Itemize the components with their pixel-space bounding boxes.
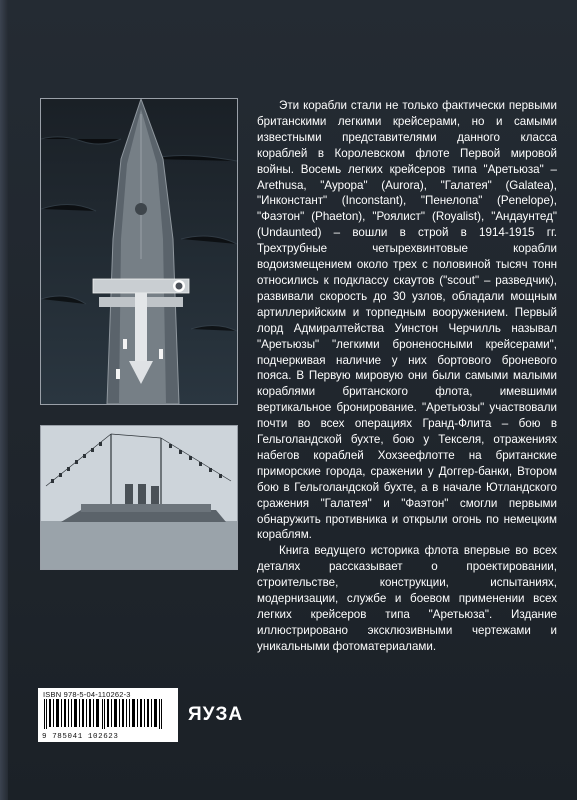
cruiser-illustration [41, 426, 237, 569]
isbn-label: ISBN 978-5-04-110262-3 [43, 690, 131, 699]
cruiser-flags-photo [40, 425, 238, 570]
aerial-ship-illustration [41, 99, 237, 404]
barcode-number: 9 785041 102623 [42, 733, 119, 741]
publisher-logo: ЯУЗА [188, 704, 244, 725]
description-paragraph-2: Книга ведущего историка флота впервые во всех деталях рассказывает о проектировании, строительстве, конструкции, испытаниях, модернизации, службе и боевом применении всех легких крейсеров типа "Аретьюза". Издание иллюстрировано эксклюзивными чертежами и уникальными фотоматериалами. [257, 544, 557, 653]
barcode-icon [42, 699, 174, 729]
book-description [257, 98, 557, 655]
isbn-barcode [38, 688, 178, 742]
description-paragraph-1: Эти корабли стали не только фактически первыми британскими легкими крейсерами, но и самыми известными представителями данного класса кораблей в Королевском флоте Первой мировой войны. Восемь легких крейсеров типа "Аретьюза" – Arethusa, "Аурора" (Aurora), "Галатея" (Galatea), "Инконстант" (Inconstant), "Пенелопа" (Penelope), "Фаэтон" (Phaeton), "Роялист" (Royalist), "Андаунтед" (Undaunted) – вошли в строй в 1914-1915 гг. Трехтрубные четырехвинтовые корабли водоизмещением около трех с половиной тысяч тонн относились к подклассу скаутов ("scout" – разведчик), развивали скорость до 30 узлов, обладали мощным артиллерийским и торпедным вооружением. Первый лорд Адмиралтейства Уинстон Черчилль называл "Аретьюзы" "легкими броненосными крейсерами", подчеркивая наличие у них бортового броневого пояса. В Первую мировую они были самыми малыми кораблями британского флота, имевшими вертикальное бронирование. "Аретьюзы" участвовали почти во всех операциях Гранд-Флита – бою в Гельголандской бухте, бою у Текселя, отражениях набегов кораблей Хохзеефлотте на британские приморские города, сражении у Доггер-банки, Втором бою в Гельголандской бухте, а в начале Ютландского сражения "Галатея" и "Фаэтон" смогли первыми обнаружить противника и открыли огонь по немецким кораблям. [257, 99, 557, 542]
aerial-ship-photo [40, 98, 238, 405]
spine-edge [0, 0, 8, 800]
